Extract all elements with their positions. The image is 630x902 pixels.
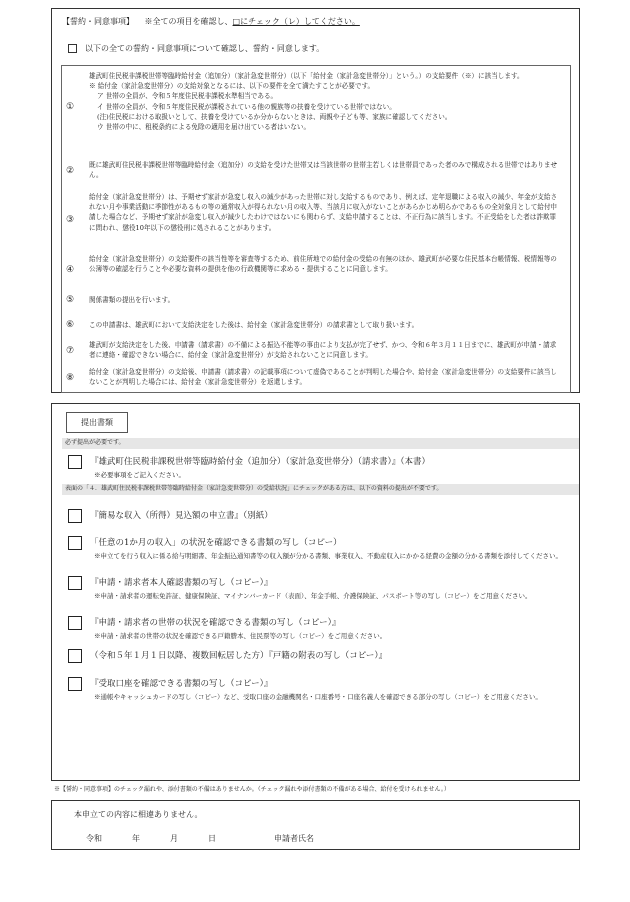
document-title: 『雄武町住民税非課税世帯等臨時給付金（追加分）（家計急変世帯分）（請求書）』（本書）: [90, 457, 431, 467]
document-note: ※申立てを行う収入に係る給与明細書、年金振込通知書等の収入額が分かる書類、事業収入、不動産収入にかかる経費の金額の分かる書類を添付してください。: [94, 552, 562, 560]
pledge-header: [62, 16, 360, 28]
document-checkbox[interactable]: [68, 455, 82, 469]
pledge-item-number: ⑤: [66, 295, 75, 305]
day-label: 日: [208, 834, 216, 843]
document-title: 「任意の1か月の収入」の状況を確認できる書類の写し（コピー）: [90, 538, 342, 548]
agree-all-row[interactable]: [68, 43, 324, 55]
pledge-section: [51, 8, 580, 393]
pledge-item-number: ②: [66, 166, 75, 176]
confirmation-section: [51, 800, 580, 850]
pledge-item-text: 関係書類の提出を行います。: [89, 296, 175, 304]
pledge-item-number: ③: [66, 215, 75, 225]
pledge-item-number: ⑦: [66, 346, 75, 356]
pledge-item-text: イ 世帯の全員が、令和５年度住民税が課税されている他の親族等の扶養を受けている世帯ではない。: [97, 102, 396, 111]
document-title: 『簡易な収入（所得）見込額の申立書』（別紙）: [90, 511, 273, 521]
required-bar: 必ず提出が必要です。: [62, 438, 579, 449]
conditional-bar: 表面の「４．雄武町住民税非課税世帯等臨時給付金（家計急変世帯分）の受給状況」にチェックがある方は、以下の資料の提出が不要です。: [62, 484, 579, 495]
document-checkbox[interactable]: [68, 677, 82, 691]
pledge-item-number: ⑥: [66, 320, 75, 330]
month-label: 月: [170, 834, 178, 843]
pledge-item-number: ④: [66, 265, 75, 275]
document-checkbox[interactable]: [68, 576, 82, 590]
pledge-items-box: [61, 65, 571, 393]
document-note: ※必要事項をご記入ください。: [94, 471, 185, 479]
pledge-header-label: 【誓約・同意事項】: [62, 17, 134, 26]
agree-all-label: 以下の全ての誓約・同意事項について確認し、誓約・同意します。: [85, 44, 325, 53]
pledge-item-text: 給付金（家計急変世帯分）の支給後、申請書（請求書）の記載事項について虚偽であることが判明した場合や、給付金（家計急変世帯分）の支給要件に該当しないことが判明した場合には、給付金（家計急変世帯分）を返還します。: [89, 368, 557, 387]
pledge-item-text: 既に雄武町住民税非課税世帯等臨時給付金（追加分）の支給を受けた世帯又は当該世帯の世帯主若しくは世帯員であった者のみで構成される世帯ではありません。: [89, 161, 558, 180]
document-title: 『受取口座を確認できる書類の写し（コピー）』: [90, 679, 273, 689]
document-checkbox[interactable]: [68, 536, 82, 550]
year-label: 年: [132, 834, 140, 843]
pledge-item-text: 雄武町住民税非課税世帯等臨時給付金（追加分）（家計急変世帯分）（以下「給付金（家計急変世帯分）」という。）の支給要件（※）に該当します。: [89, 72, 524, 80]
pledge-item-text: (注)住民税における取扱いとして、扶養を受けているか分からないときは、両親や子ども等、家族に確認してください。: [97, 112, 452, 121]
footnote: ※【誓約・同意事項】のチェック漏れや、添付書類の不備はありませんか。（チェック漏れや添付書類の不備がある場合、給付を受けられません。）: [54, 786, 450, 793]
documents-section: [51, 403, 580, 781]
document-note: ※通帳やキャッシュカードの写し（コピー）など、受取口座の金融機関名・口座番号・口座名義人を確認できる部分の写し（コピー）をご用意ください。: [94, 693, 542, 701]
document-checkbox[interactable]: [68, 616, 82, 630]
pledge-header-note-underlined: □にチェック（レ）してください。: [232, 17, 360, 26]
document-note: ※申請・請求者の世帯の状況を確認できる戸籍謄本、住民票等の写し（コピー）をご用意ください。: [94, 632, 387, 640]
pledge-item-number: ①: [66, 102, 75, 112]
pledge-item-text: 給付金（家計急変世帯分）の支給要件の該当性等を審査等するため、前住所地での給付金の受給の有無のほか、雄武町が必要な住民基本台帳情報、税情報等の公簿等の確認を行うことや必要な資料の提供を他の行政機関等に求める・提供することに同意します。: [89, 255, 557, 274]
pledge-item-text: 雄武町が支給決定をした後、申請書（請求書）の不備による振込不能等の事由により支払が完了せず、かつ、令和６年３月１１日までに、雄武町が申請・請求者に連絡・確認できない場合に、給付金（家計急変世帯分）が支給されないことに同意します。: [89, 341, 557, 360]
confirmation-statement: 本申立ての内容に相違ありません。: [74, 810, 203, 819]
pledge-item-text: ウ 世帯の中に、租税条約による免除の適用を届け出ている者はいない。: [97, 123, 311, 132]
document-checkbox[interactable]: [68, 649, 82, 663]
pledge-item-number: ⑧: [66, 373, 75, 383]
document-title: 『申請・請求者の世帯の状況を確認できる書類の写し（コピー）』: [90, 618, 341, 628]
pledge-header-note: ※全ての項目を確認し、: [144, 17, 233, 26]
documents-title: 提出書類: [66, 412, 128, 433]
pledge-item-text: 給付金（家計急変世帯分）は、予期せず家計が急変し収入の減少があった世帯に対し支給するものであり、例えば、定年退職による収入の減少、年金が支給されない月や事業活動に季節性があるもの等の通常収入が得られない月の収入等、当該月に収入がないことがあらかじめ明らかであるもの全対象月として給付申請した場合など、予期せず家計が急変し収入が減少したわけではないにも関わらず、支給申請することは、不正行為に該当します。不正受給をした者は詐欺罪に問われ、懲役10年以下の懲役刑に処されることがあります。: [89, 193, 558, 232]
pledge-item-text: ア 世帯の全員が、令和５年度住民税非課税水準相当である。: [97, 92, 278, 101]
applicant-name-label: 申請者氏名: [274, 834, 314, 843]
document-title: 『申請・請求者本人確認書類の写し（コピー）』: [90, 578, 273, 588]
agree-all-checkbox[interactable]: [68, 44, 77, 53]
era-label: 令和: [86, 834, 102, 843]
pledge-item-text: ※ 給付金（家計急変世帯分）の支給対象となるには、以下の要件を全て満たすことが必要です。: [89, 82, 375, 91]
pledge-item-text: この申請書は、雄武町において支給決定をした後は、給付金（家計急変世帯分）の請求書として取り扱います。: [89, 321, 419, 329]
document-checkbox[interactable]: [68, 509, 82, 523]
document-title: （令和５年１月１日以降、複数回転居した方）『戸籍の附表の写し（コピー）』: [90, 651, 388, 661]
document-note: ※申請・請求者の運転免許証、健康保険証、マイナンバーカード（表面）、年金手帳、介護保険証、パスポート等の写し（コピー）をご用意ください。: [94, 592, 532, 600]
